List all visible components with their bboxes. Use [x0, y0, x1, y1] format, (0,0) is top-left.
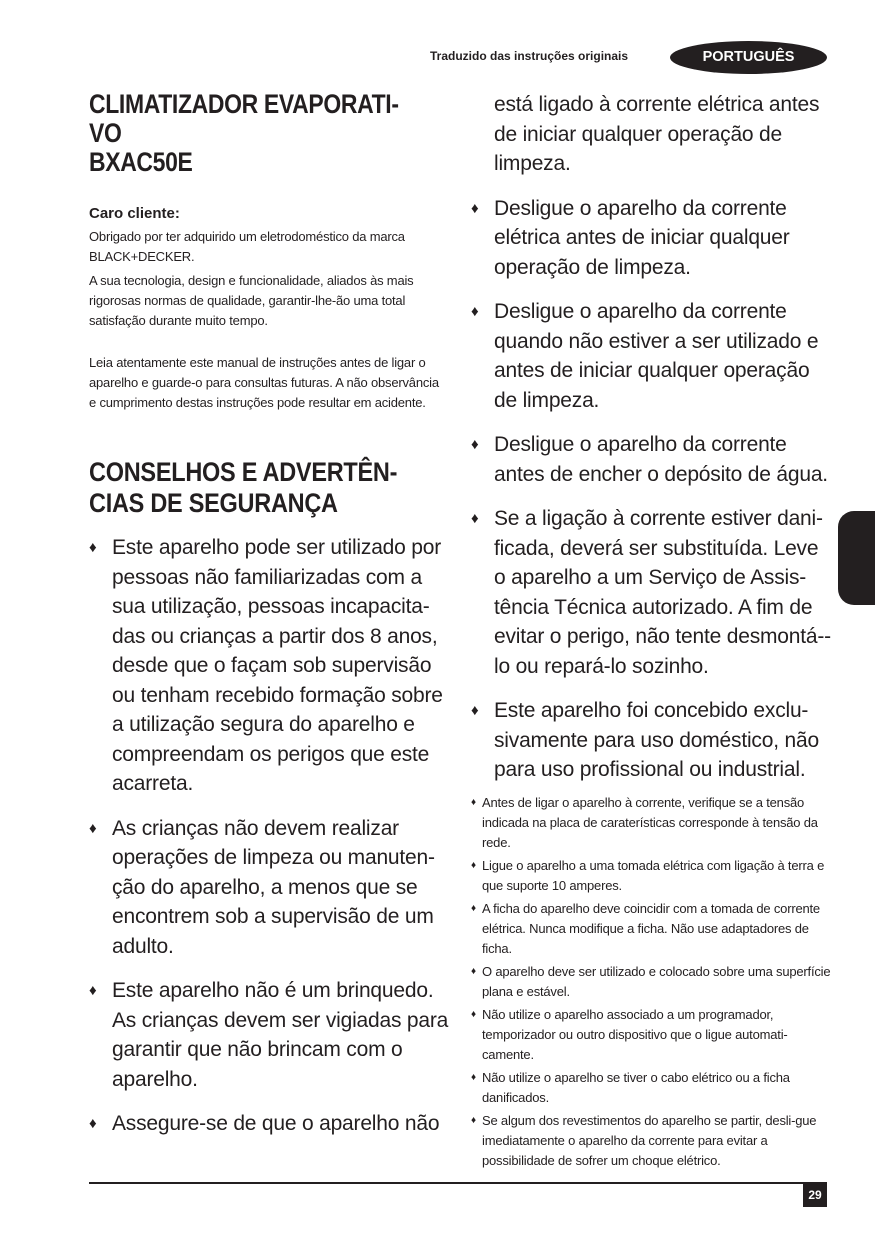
safety-item [471, 504, 831, 681]
bullet-icon: ♦ [89, 539, 97, 556]
small-safety-item [471, 962, 831, 1002]
footer-divider [89, 1182, 827, 1184]
product-title-line: VO [89, 118, 122, 148]
safety-list-right [471, 194, 831, 785]
safety-item-text: Este aparelho foi concebido exclu-sivamente para uso doméstico, não para uso profissional ou industrial. [494, 699, 819, 781]
page-number: 29 [803, 1184, 827, 1207]
small-safety-item [471, 793, 831, 853]
bullet-icon: ♦ [471, 859, 476, 871]
intro-paragraph: Obrigado por ter adquirido um eletrodoméstico da marca BLACK+DECKER. [89, 229, 405, 264]
safety-item-text: Desligue o aparelho da corrente antes de encher o depósito de água. [494, 433, 828, 486]
safety-item [89, 976, 449, 1094]
intro-paragraph: Leia atentamente este manual de instruções antes de ligar o aparelho e guarde-o para consultas futuras. A não observância e cumprimento destas instruções pode resultar em acidente. [89, 355, 439, 410]
header-note: Traduzido das instruções originais [430, 49, 629, 63]
bullet-icon: ♦ [89, 1115, 97, 1132]
safety-item-continuation: está ligado à corrente elétrica antes de iniciar qualquer operação de limpeza. [494, 93, 820, 175]
small-safety-item-text: Se algum dos revestimentos do aparelho se partir, desli-gue imediatamente o aparelho da corrente para evitar a possibilidade de sofrer um choque elétrico. [482, 1112, 817, 1168]
bullet-icon: ♦ [471, 1071, 476, 1083]
small-safety-item-text: Ligue o aparelho a uma tomada elétrica com ligação à terra e que suporte 10 amperes. [482, 857, 825, 893]
small-safety-item-text: O aparelho deve ser utilizado e colocado sobre uma superfície plana e estável. [482, 963, 831, 999]
intro-paragraph: A sua tecnologia, design e funcionalidade, aliados às mais rigorosas normas de qualidade, garantir-lhe-ão uma total satisfação durante muito tempo. [89, 273, 414, 328]
left-column [89, 90, 449, 1154]
bullet-icon: ♦ [471, 902, 476, 914]
safety-item-text: Se a ligação à corrente estiver dani-ficada, deverá ser substituída. Leve o aparelho a um Serviço de Assis-tência Técnica autorizado. A fim de evitar o perigo, não tente desmontá--lo ou repará-lo sozinho. [494, 507, 831, 678]
bullet-icon: ♦ [471, 1114, 476, 1126]
safety-item-text: As crianças não devem realizar operações de limpeza ou manuten-ção do aparelho, a menos que se encontrem sob a supervisão de um adulto. [112, 816, 435, 958]
bullet-icon: ♦ [471, 965, 476, 977]
product-title [89, 90, 438, 177]
bullet-icon: ♦ [471, 510, 479, 527]
small-safety-item-text: Antes de ligar o aparelho à corrente, verifique se a tensão indicada na placa de caraterísticas corresponde à tensão da rede. [482, 794, 818, 850]
bullet-icon: ♦ [471, 796, 476, 808]
language-badge: PORTUGUÊS [670, 41, 827, 74]
bullet-icon: ♦ [89, 982, 97, 999]
bullet-icon: ♦ [471, 436, 479, 453]
small-safety-item [471, 1005, 831, 1065]
right-column [471, 90, 831, 1174]
safety-item [89, 533, 449, 799]
bullet-icon: ♦ [471, 702, 479, 719]
safety-item-text: Assegure-se de que o aparelho não [112, 1112, 440, 1135]
safety-list-left [89, 533, 449, 1139]
small-safety-item [471, 899, 831, 959]
safety-item [471, 297, 831, 415]
small-safety-item-text: Não utilize o aparelho se tiver o cabo elétrico ou a ficha danificados. [482, 1069, 790, 1105]
small-safety-item [471, 1111, 831, 1171]
safety-title-line: CONSELHOS E ADVERTÊN- [89, 457, 398, 487]
bullet-icon: ♦ [471, 199, 479, 217]
small-safety-item [471, 1068, 831, 1108]
product-title-line: BXAC50E [89, 147, 193, 177]
small-safety-item [471, 856, 831, 896]
small-safety-item-text: Não utilize o aparelho associado a um programador, temporizador ou outro dispositivo que o ligue automati-camente. [482, 1006, 788, 1062]
safety-item [471, 430, 831, 489]
safety-item [471, 194, 831, 283]
safety-item-text: Desligue o aparelho da corrente quando não estiver a ser utilizado e antes de iniciar qualquer operação de limpeza. [494, 300, 819, 412]
safety-item [89, 814, 449, 962]
safety-item [471, 696, 831, 785]
section-side-tab [838, 511, 875, 605]
safety-title-line: CIAS DE SEGURANÇA [89, 488, 338, 518]
safety-item-text: Desligue o aparelho da corrente elétrica antes de iniciar qualquer operação de limpeza. [494, 196, 790, 279]
safety-item-text: Este aparelho não é um brinquedo. As crianças devem ser vigiadas para garantir que não brincam com o aparelho. [112, 979, 449, 1091]
small-safety-item-text: A ficha do aparelho deve coincidir com a tomada de corrente elétrica. Nunca modifique a ficha. Não use adaptadores de ficha. [482, 900, 820, 956]
bullet-icon: ♦ [89, 819, 97, 837]
greeting: Caro cliente: [89, 205, 180, 222]
safety-list-small [471, 793, 831, 1171]
bullet-icon: ♦ [471, 1008, 476, 1020]
safety-item-text: Este aparelho pode ser utilizado por pessoas não familiarizadas com a sua utilização, pessoas incapacita-das ou crianças a partir dos 8 anos, desde que o façam sob supervisão ou tenham recebido formação sobre a utilização segura do aparelho e compreendam os perigos que este acarreta. [112, 536, 443, 795]
safety-section-title [89, 457, 446, 519]
safety-item [89, 1109, 449, 1139]
product-title-line: CLIMATIZADOR EVAPORATI- [89, 89, 399, 119]
bullet-icon: ♦ [471, 303, 479, 320]
